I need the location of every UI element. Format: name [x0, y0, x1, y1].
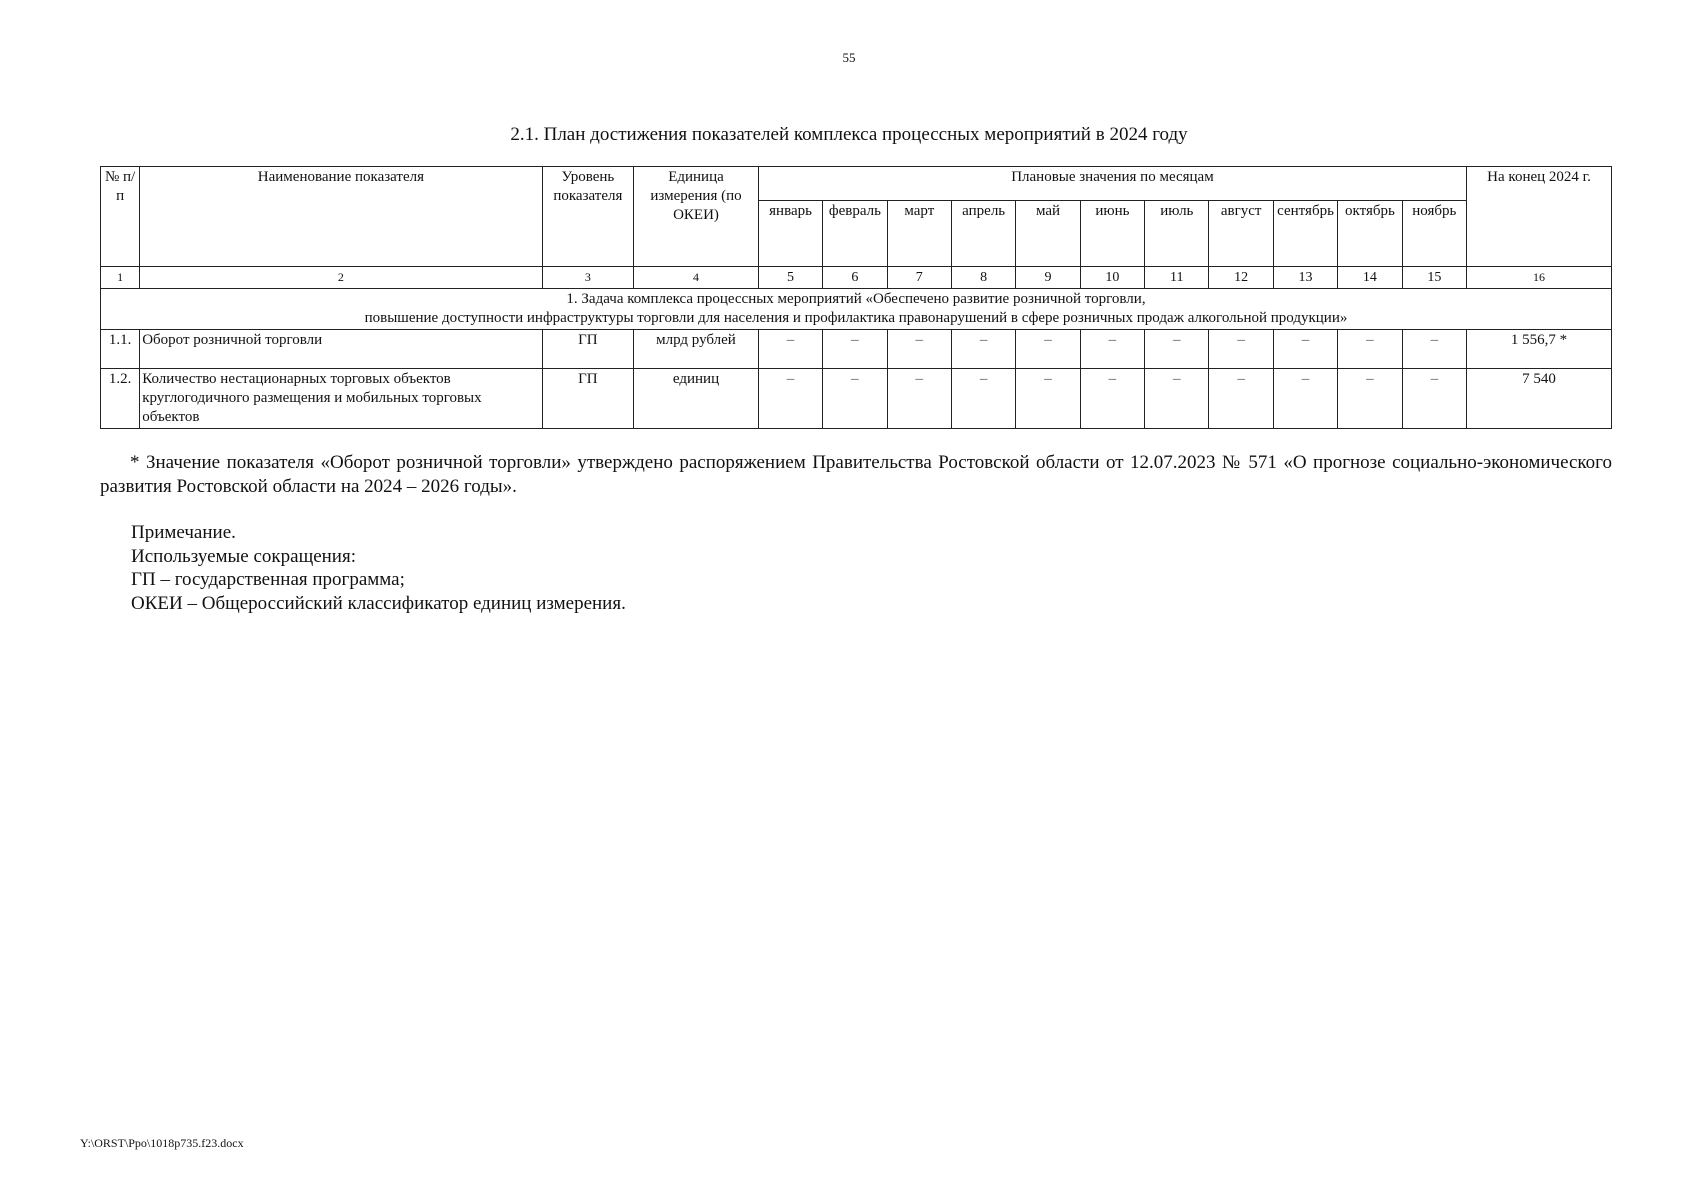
document-title: 2.1. План достижения показателей комплекса процессных мероприятий в 2024 году	[510, 124, 1188, 145]
page-number: 55	[842, 50, 856, 65]
row-month-value: –	[1080, 369, 1144, 429]
header-level: Уровень показателя	[542, 167, 634, 267]
header-num: № п/п	[101, 167, 140, 267]
column-number: 10	[1080, 267, 1144, 289]
indicators-plan-table	[100, 166, 1612, 429]
row-month-value: –	[887, 369, 951, 429]
header-month: апрель	[951, 201, 1015, 267]
column-number: 2	[140, 267, 542, 289]
row-month-value: –	[951, 369, 1015, 429]
row-indicator-name: Оборот розничной торговли	[140, 330, 542, 369]
header-month: февраль	[823, 201, 887, 267]
table-row	[101, 330, 1612, 369]
row-month-value: –	[1080, 330, 1144, 369]
header-month: август	[1209, 201, 1273, 267]
row-month-value: –	[1402, 330, 1466, 369]
header-month: октябрь	[1338, 201, 1402, 267]
column-number: 5	[758, 267, 822, 289]
header-end-of-year: На конец 2024 г.	[1467, 167, 1612, 267]
header-month: июль	[1145, 201, 1209, 267]
row-month-value: –	[1402, 369, 1466, 429]
row-month-value: –	[951, 330, 1015, 369]
row-month-value: –	[823, 369, 887, 429]
column-number: 4	[634, 267, 759, 289]
header-month: май	[1016, 201, 1080, 267]
column-number: 15	[1402, 267, 1466, 289]
column-number: 3	[542, 267, 634, 289]
header-monthly-values: Плановые значения по месяцам	[758, 167, 1466, 201]
header-month: сентябрь	[1273, 201, 1337, 267]
column-number: 8	[951, 267, 1015, 289]
notes-block	[131, 521, 626, 615]
column-number: 6	[823, 267, 887, 289]
header-month: июнь	[1080, 201, 1144, 267]
note-line: Используемые сокращения:	[131, 545, 356, 567]
header-indicator-name: Наименование показателя	[140, 167, 542, 267]
row-month-value: –	[1338, 330, 1402, 369]
row-month-value: –	[1145, 330, 1209, 369]
row-unit: единиц	[634, 369, 759, 429]
note-line: ОКЕИ – Общероссийский классификатор единиц измерения.	[131, 592, 626, 614]
row-month-value: –	[1209, 330, 1273, 369]
row-level: ГП	[542, 330, 634, 369]
row-month-value: –	[1145, 369, 1209, 429]
row-unit: млрд рублей	[634, 330, 759, 369]
row-level: ГП	[542, 369, 634, 429]
row-end-value: 1 556,7 *	[1467, 330, 1612, 369]
row-month-value: –	[1016, 369, 1080, 429]
header-month: ноябрь	[1402, 201, 1466, 267]
footnote: * Значение показателя «Оборот розничной торговли» утверждено распоряжением Правительства Ростовской области от 12.07.2023 № 571 «О прогнозе социально-экономического развития Ростовской области на 2024 – 2026 годы».	[100, 452, 1612, 497]
row-num: 1.2.	[101, 369, 140, 429]
table-row	[101, 369, 1612, 429]
row-month-value: –	[823, 330, 887, 369]
column-number: 7	[887, 267, 951, 289]
column-number: 14	[1338, 267, 1402, 289]
row-month-value: –	[1273, 369, 1337, 429]
column-number: 12	[1209, 267, 1273, 289]
file-path: Y:\ORST\Ppo\1018p735.f23.docx	[80, 1136, 244, 1150]
row-num: 1.1.	[101, 330, 140, 369]
task-heading-line: повышение доступности инфраструктуры торговли для населения и профилактика правонарушений в сфере розничных продаж алкогольной продукции»	[364, 310, 1348, 326]
task-heading-line: 1. Задача комплекса процессных мероприятий «Обеспечено развитие розничной торговли,	[566, 291, 1146, 307]
row-month-value: –	[1338, 369, 1402, 429]
row-month-value: –	[1273, 330, 1337, 369]
header-month: январь	[758, 201, 822, 267]
column-number: 9	[1016, 267, 1080, 289]
row-month-value: –	[758, 330, 822, 369]
column-number: 1	[101, 267, 140, 289]
header-month: март	[887, 201, 951, 267]
column-number: 16	[1467, 267, 1612, 289]
column-number: 13	[1273, 267, 1337, 289]
task-heading	[101, 289, 1612, 330]
note-line: ГП – государственная программа;	[131, 569, 405, 590]
row-month-value: –	[887, 330, 951, 369]
row-month-value: –	[758, 369, 822, 429]
row-end-value: 7 540	[1467, 369, 1612, 429]
row-month-value: –	[1016, 330, 1080, 369]
note-line: Примечание.	[131, 522, 236, 543]
row-indicator-name: Количество нестационарных торговых объектов круглогодичного размещения и мобильных торговых объектов	[140, 369, 542, 429]
header-unit: Единица измерения (по ОКЕИ)	[634, 167, 759, 267]
column-number: 11	[1145, 267, 1209, 289]
row-month-value: –	[1209, 369, 1273, 429]
